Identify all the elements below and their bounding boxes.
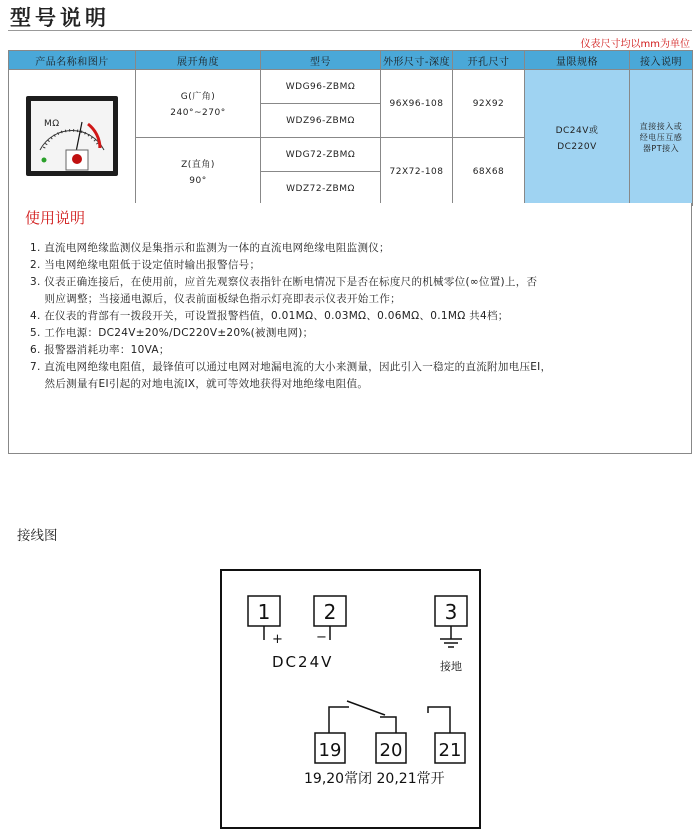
page-title: 型号说明 bbox=[10, 6, 110, 30]
wiring-diagram bbox=[220, 569, 481, 829]
contact-21-lead bbox=[428, 707, 450, 733]
header-angle: 展开角度 bbox=[136, 51, 261, 70]
size-72-cell: 72X72-108 bbox=[381, 138, 453, 206]
list-item: 然后测量有EI引起的对地电流IX，就可等效地获得对地绝缘电阻值。 bbox=[30, 378, 369, 390]
model-cell: WDG96-ZBMΩ bbox=[261, 70, 381, 104]
list-item: 3. 仪表正确连接后，在使用前，应首先观察仪表指针在断电情况下是否在标度尺的机械零位(∞位置)上，否 bbox=[30, 276, 538, 288]
model-spec-table bbox=[8, 50, 693, 206]
title-divider bbox=[8, 30, 692, 31]
terminal-19-label: 19 bbox=[318, 740, 342, 761]
range-line2: DC220V bbox=[557, 142, 597, 152]
angle-right-cell bbox=[136, 138, 261, 206]
terminal-1-label: 1 bbox=[257, 600, 271, 624]
list-item: 4. 在仪表的背部有一拨段开关，可设置报警档值，0.01MΩ、0.03MΩ、0.06MΩ、0.1MΩ 共4档； bbox=[30, 310, 509, 322]
angle-right-value: 90° bbox=[189, 176, 207, 186]
access-line1: 直接接入或 bbox=[639, 122, 683, 131]
terminal-20-label: 20 bbox=[379, 740, 403, 761]
header-size: 外形尺寸-深度 bbox=[381, 51, 453, 70]
wiring-title: 接线图 bbox=[17, 528, 58, 544]
list-item: 则应调整；当接通电源后，仪表前面板绿色指示灯亮即表示仪表开始工作； bbox=[30, 293, 401, 305]
angle-wide-label: G(广角) bbox=[180, 92, 216, 102]
terminal-3-label: 3 bbox=[444, 600, 458, 624]
cutout-72-cell: 68X68 bbox=[453, 138, 525, 206]
model-cell: WDG72-ZBMΩ bbox=[261, 138, 381, 172]
usage-title: 使用说明 bbox=[25, 209, 86, 227]
terminal-21-label: 21 bbox=[438, 740, 462, 761]
list-item: 6. 报警器消耗功率：10VA； bbox=[30, 344, 170, 356]
angle-wide-range: 240°~270° bbox=[170, 108, 226, 118]
unit-note: 仪表尺寸均以mm为单位 bbox=[580, 39, 690, 50]
list-item: 5. 工作电源：DC24V±20%/DC220V±20%(被测电网)； bbox=[30, 327, 314, 339]
cutout-96-cell: 92X92 bbox=[453, 70, 525, 138]
supply-label: DC24V bbox=[272, 653, 334, 671]
table-header-row bbox=[9, 51, 693, 70]
table-row bbox=[9, 70, 693, 104]
list-item: 2. 当电网绝缘电阻低于设定值时输出报警信号； bbox=[30, 259, 261, 271]
relay-switch-arm bbox=[347, 701, 385, 715]
angle-right-label: Z(直角) bbox=[181, 160, 215, 170]
range-line1: DC24V或 bbox=[555, 126, 599, 136]
meter-image bbox=[22, 92, 122, 180]
contact-20-lead bbox=[380, 717, 396, 733]
angle-wide-cell bbox=[136, 70, 261, 138]
plus-sign: + bbox=[272, 632, 283, 647]
access-cell bbox=[630, 70, 693, 206]
list-item: 7. 直流电网绝缘电阻值，最锋值可以通过电网对地漏电流的大小来测量，因此引入一稳定的直流附加电压EI， bbox=[30, 361, 552, 373]
range-cell bbox=[525, 70, 630, 206]
minus-sign: − bbox=[316, 630, 327, 645]
list-item: 1. 直流电网绝缘监测仪是集指示和监测为一体的直流电网绝缘电阻监测仪； bbox=[30, 242, 390, 254]
access-line3: 器PT接入 bbox=[642, 144, 680, 153]
size-96-cell: 96X96-108 bbox=[381, 70, 453, 138]
product-image-cell bbox=[9, 70, 136, 206]
ground-label: 接地 bbox=[440, 660, 462, 673]
relay-label: 19,20常闭 20,21常开 bbox=[304, 771, 445, 787]
usage-section bbox=[8, 203, 692, 454]
usage-list bbox=[30, 240, 670, 393]
header-range: 量限规格 bbox=[525, 51, 630, 70]
header-cutout: 开孔尺寸 bbox=[453, 51, 525, 70]
header-access: 接入说明 bbox=[630, 51, 693, 70]
model-cell: WDZ72-ZBMΩ bbox=[261, 172, 381, 206]
model-cell: WDZ96-ZBMΩ bbox=[261, 104, 381, 138]
terminal-2-label: 2 bbox=[323, 600, 337, 624]
contact-19-lead bbox=[329, 707, 349, 713]
header-model: 型号 bbox=[261, 51, 381, 70]
header-product: 产品名称和图片 bbox=[9, 51, 136, 70]
access-line2: 经电压互感 bbox=[639, 133, 683, 142]
meter-scale-unit: MΩ bbox=[44, 119, 60, 129]
